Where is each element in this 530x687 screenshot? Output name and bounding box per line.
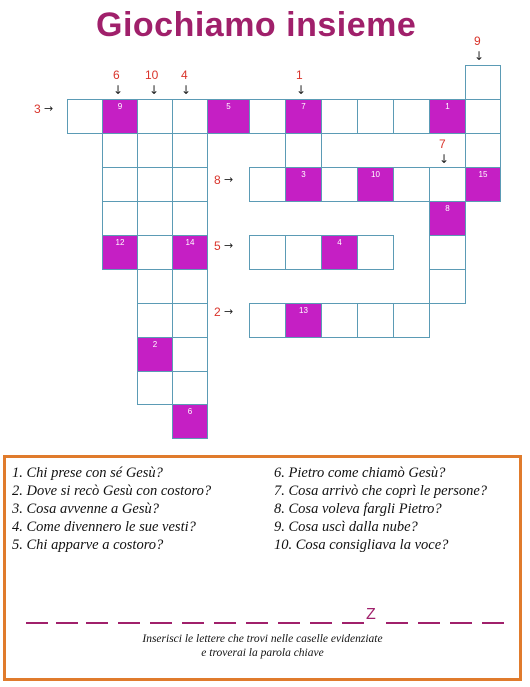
instructions-line-2: e troverai la parola chiave: [201, 647, 324, 659]
cell-number: 3: [301, 170, 306, 179]
crossword-cell[interactable]: [465, 99, 501, 134]
crossword-cell[interactable]: [137, 167, 173, 202]
crossword-cell[interactable]: [321, 99, 358, 134]
crossword-cell[interactable]: [137, 303, 173, 338]
crossword-cell[interactable]: [249, 167, 286, 202]
letter-blank[interactable]: [310, 622, 332, 624]
question-9: 9. Cosa uscì dalla nube?: [274, 519, 418, 535]
question-1: 1. Chi prese con sé Gesù?: [12, 465, 163, 481]
clue-number-6: 6: [113, 68, 120, 82]
clue-number-7: 7: [439, 137, 446, 151]
arrow-down-icon: ↓: [474, 49, 485, 63]
clue-number-10: 10: [145, 68, 159, 82]
crossword-cell[interactable]: [465, 133, 501, 168]
instructions-line-1: Inserisci le lettere che trovi nelle caselle evidenziate: [142, 633, 383, 645]
arrow-right-icon: →: [224, 239, 234, 252]
crossword-cell[interactable]: [429, 269, 466, 304]
question-8: 8. Cosa voleva fargli Pietro?: [274, 501, 442, 517]
crossword-cell[interactable]: [137, 201, 173, 236]
cell-number: 9: [117, 102, 123, 111]
crossword-cell-highlighted[interactable]: [137, 337, 173, 372]
crossword-cell[interactable]: [137, 99, 173, 134]
questions-left-column: [12, 464, 267, 554]
cell-number: 4: [337, 238, 342, 247]
crossword-cell[interactable]: [285, 133, 322, 168]
question-7: 7. Cosa arrivò che coprì le persone?: [274, 483, 488, 499]
cell-number: 7: [301, 102, 306, 111]
crossword-cell[interactable]: [137, 133, 173, 168]
crossword-cell[interactable]: [137, 235, 173, 270]
given-letter: Z: [366, 606, 376, 623]
crossword-cell-highlighted[interactable]: [102, 235, 138, 270]
questions-right-column: [274, 464, 519, 554]
clue-number-1: 1: [296, 68, 303, 82]
crossword-cell[interactable]: [249, 235, 286, 270]
crossword-cell-highlighted[interactable]: [465, 167, 501, 202]
letter-blank[interactable]: [418, 622, 440, 624]
crossword-cell[interactable]: [357, 303, 394, 338]
letter-blank[interactable]: [342, 622, 364, 624]
crossword-cell[interactable]: [249, 303, 286, 338]
crossword-cell[interactable]: [321, 167, 358, 202]
letter-blank[interactable]: [278, 622, 300, 624]
arrow-right-icon: →: [224, 305, 234, 318]
letter-blank[interactable]: [482, 622, 504, 624]
crossword-cell[interactable]: [393, 303, 430, 338]
crossword-cell[interactable]: [465, 65, 501, 100]
letter-blank[interactable]: [56, 622, 78, 624]
question-4: 4. Come divennero le sue vesti?: [12, 519, 196, 535]
crossword-cell[interactable]: [172, 371, 208, 405]
letter-blank[interactable]: [26, 622, 48, 624]
arrow-right-icon: →: [44, 102, 54, 115]
crossword-cell[interactable]: [321, 303, 358, 338]
letter-blank[interactable]: [450, 622, 472, 624]
crossword-cell[interactable]: [357, 235, 394, 270]
instructions: [6, 632, 519, 660]
clue-number-8: 8: [214, 173, 221, 187]
page-title: Giochiamo insieme: [96, 6, 417, 44]
crossword-cell-highlighted[interactable]: [172, 404, 208, 439]
crossword-cell[interactable]: [429, 235, 466, 270]
crossword-cell[interactable]: [102, 167, 138, 202]
cell-number: 10: [371, 170, 380, 179]
crossword-cell[interactable]: [102, 201, 138, 236]
cell-number: 5: [226, 102, 231, 111]
crossword-cell-highlighted[interactable]: [285, 303, 322, 338]
letter-blank[interactable]: [150, 622, 172, 624]
crossword-cell-highlighted[interactable]: [429, 99, 466, 134]
arrow-down-icon: ↓: [181, 83, 192, 97]
crossword-cell[interactable]: [249, 99, 286, 134]
arrow-down-icon: ↓: [439, 152, 450, 166]
clue-number-3: 3: [34, 102, 41, 116]
letter-blank[interactable]: [214, 622, 236, 624]
crossword-cell-highlighted[interactable]: [285, 99, 322, 134]
crossword-cell-highlighted[interactable]: [321, 235, 358, 270]
crossword-cell[interactable]: [285, 235, 322, 270]
crossword-cell[interactable]: [172, 201, 208, 236]
letter-blank[interactable]: [86, 622, 108, 624]
arrow-down-icon: ↓: [113, 83, 124, 97]
arrow-down-icon: ↓: [149, 83, 160, 97]
crossword-cell[interactable]: [393, 99, 430, 134]
crossword-cell[interactable]: [137, 269, 173, 304]
question-3: 3. Cosa avvenne a Gesù?: [12, 501, 159, 517]
crossword-cell[interactable]: [137, 371, 173, 405]
cell-number: 14: [185, 238, 195, 247]
letter-blank[interactable]: [246, 622, 268, 624]
crossword-cell-highlighted[interactable]: [172, 235, 208, 270]
crossword-cell-highlighted[interactable]: [429, 201, 466, 236]
question-5: 5. Chi apparve a costoro?: [12, 537, 164, 553]
crossword-cell-highlighted[interactable]: [207, 99, 250, 134]
clue-number-9: 9: [474, 34, 481, 48]
crossword-cell[interactable]: [172, 99, 208, 134]
crossword-cell[interactable]: [172, 303, 208, 338]
crossword-cell[interactable]: [172, 133, 208, 168]
crossword-cell[interactable]: [67, 99, 103, 134]
clue-number-5: 5: [214, 239, 221, 253]
arrow-right-icon: →: [224, 173, 234, 186]
letter-blank[interactable]: [118, 622, 140, 624]
clue-number-2: 2: [214, 305, 221, 319]
clue-number-4: 4: [181, 68, 188, 82]
keyword-blanks: [26, 606, 506, 628]
cell-number: 2: [152, 340, 158, 349]
crossword-cell[interactable]: [429, 167, 466, 202]
question-6: 6. Pietro come chiamò Gesù?: [274, 465, 446, 481]
crossword-cell[interactable]: [172, 167, 208, 202]
cell-number: 15: [478, 170, 488, 179]
letter-blank[interactable]: [182, 622, 204, 624]
cell-number: 6: [187, 407, 193, 416]
question-10: 10. Cosa consigliava la voce?: [274, 537, 449, 553]
cell-number: 8: [445, 204, 450, 213]
letter-blank[interactable]: [386, 622, 408, 624]
arrow-down-icon: ↓: [296, 83, 307, 97]
crossword-cell[interactable]: [172, 269, 208, 304]
crossword-cell-highlighted[interactable]: [102, 99, 138, 134]
question-2: 2. Dove si recò Gesù con costoro?: [12, 483, 212, 499]
crossword-cell-highlighted[interactable]: [285, 167, 322, 202]
cell-number: 1: [445, 102, 450, 111]
crossword-cell-highlighted[interactable]: [357, 167, 394, 202]
crossword-cell[interactable]: [393, 167, 430, 202]
cell-number: 13: [299, 306, 308, 315]
crossword-cell[interactable]: [357, 99, 394, 134]
questions-box: [3, 455, 522, 681]
crossword-cell[interactable]: [172, 337, 208, 372]
cell-number: 12: [115, 238, 125, 247]
crossword-cell[interactable]: [102, 133, 138, 168]
